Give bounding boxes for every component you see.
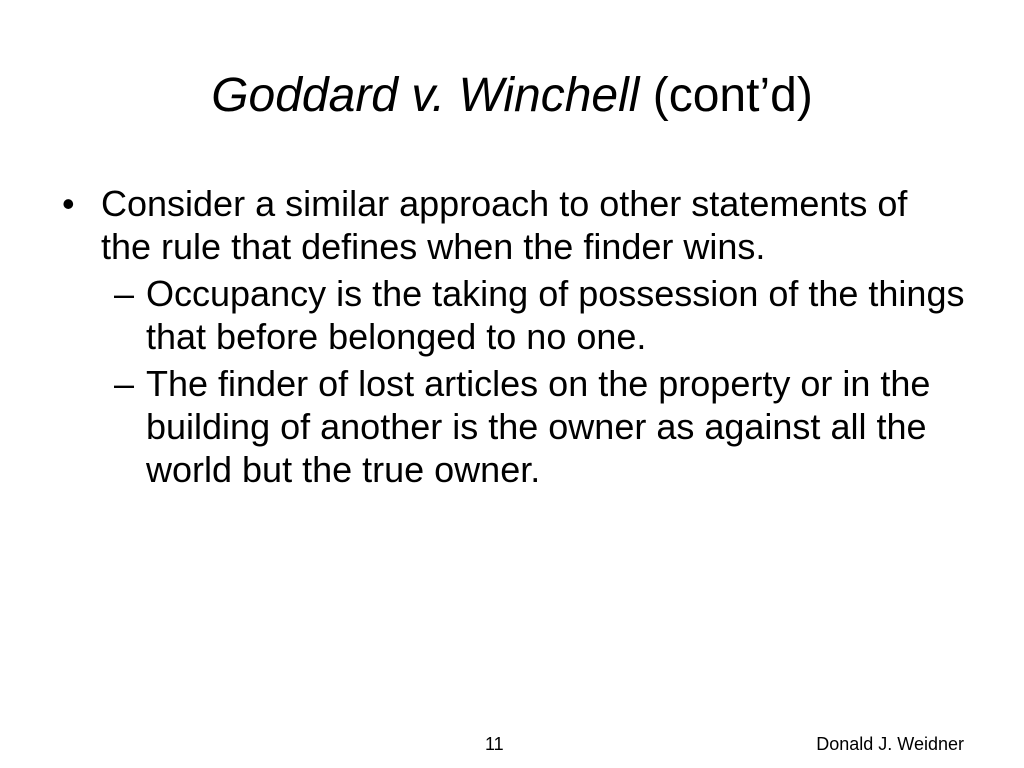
sub-bullet-text: The finder of lost articles on the property or in the building of another is the owner as against all the world but the true owner. (146, 363, 931, 490)
footer-author: Donald J. Weidner (816, 734, 964, 754)
bullet-marker: • (62, 183, 75, 224)
slide-body (62, 182, 982, 495)
sub-bullet-item (62, 272, 966, 358)
bullet-text: Consider a similar approach to other statements of the rule that defines when the finder wins. (101, 183, 908, 267)
sub-bullet-marker: – (114, 273, 135, 314)
slide-title (0, 66, 1024, 126)
page-number: 11 (485, 734, 504, 754)
sub-bullet-list (62, 272, 982, 491)
sub-bullet-marker: – (114, 363, 135, 404)
bullet-item (62, 182, 931, 268)
sub-bullet-text: Occupancy is the taking of possession of the things that before belonged to no one. (146, 273, 965, 357)
slide-title-suffix: (cont’d) (639, 69, 813, 122)
sub-bullet-item (62, 362, 966, 491)
slide-title-case-name: Goddard v. Winchell (211, 69, 640, 122)
